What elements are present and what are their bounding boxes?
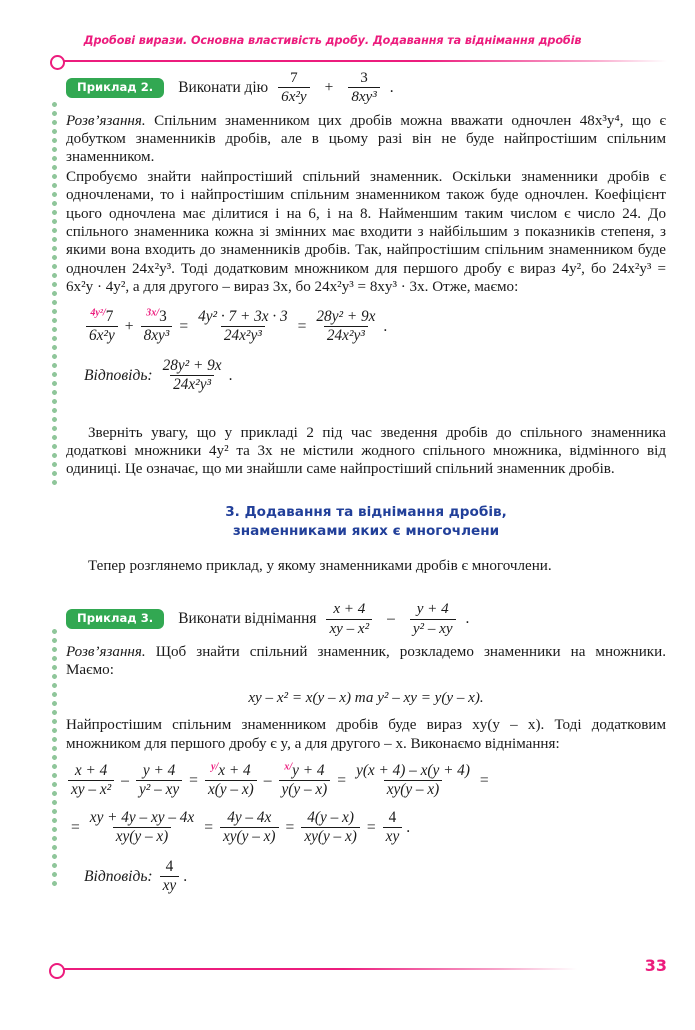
extra-multiplier-1: y (211, 761, 216, 773)
computation-operator-2: – (263, 771, 272, 789)
numerator: 4y² · 7 + 3x · 3 (198, 307, 288, 325)
denominator: y² – xy (136, 780, 182, 799)
solution-label: Розв’язання. (66, 643, 146, 660)
example2-badge: Приклад 2. (66, 78, 164, 98)
example3-badge: Приклад 3. (66, 609, 164, 629)
denominator: xy (160, 876, 180, 895)
denominator: xy(y – x) (384, 780, 443, 799)
page-number: 33 (644, 956, 667, 975)
denominator: xy(y – x) (220, 827, 279, 846)
computation-equals-0: = (71, 818, 80, 836)
denominator: xy(y – x) (113, 827, 172, 846)
example2-solution-p1 (66, 112, 666, 167)
computation-equals-1: = (204, 818, 213, 836)
numerator: $^{3x/}$3 (146, 307, 167, 325)
numerator: 3 (360, 70, 368, 86)
numerator: y(x + 4) – x(y + 4) (356, 761, 470, 779)
example2-answer (84, 358, 666, 394)
example3-block (66, 601, 666, 895)
computation-fraction-4 (313, 309, 378, 345)
extra-multiplier-1: 4y² (90, 307, 103, 319)
answer-fraction (160, 358, 225, 394)
example2-computation (84, 309, 666, 345)
denominator: xy – x² (68, 780, 114, 799)
example3-solution-p2: Найпростішим спільним знаменником дробів буде вираз xy(y – x). Тоді додатковим множником для першого дробу є y, а для другого – x. Виконаємо віднімання: (66, 717, 666, 752)
computation-equals-2: = (285, 818, 295, 836)
content-column (66, 70, 666, 895)
solution-text: Щоб знайти спільний знаменник, розкладемо знаменники на множники. Маємо: (66, 643, 666, 679)
computation-fraction-2 (220, 810, 279, 846)
computation-period: . (383, 317, 388, 335)
numerator: y + 4 (416, 601, 449, 618)
numerator: $^{x/}$y + 4 (284, 761, 325, 779)
computation-fraction-1 (87, 810, 197, 846)
example3-task-operator: – (387, 610, 395, 628)
section3-heading (66, 503, 666, 541)
example3-dotted-rail (52, 627, 57, 889)
denominator: 6x²y (86, 326, 118, 345)
denominator: x(y – x) (205, 780, 257, 799)
solution-text: Спільним знаменником цих дробів можна вважати одночлен 48x³y⁴, що є добутком знаменників дробів, але в цьому разі він не буде найпростішим спільним знаменником. (66, 112, 666, 166)
computation-fraction-3 (205, 763, 257, 799)
section3-heading-line2: знаменниками яких є многочлени (232, 522, 500, 539)
answer-label: Відповідь: (84, 366, 153, 384)
numerator: y + 4 (142, 761, 176, 779)
computation-equals-1: = (179, 317, 189, 335)
computation-operator-1: + (124, 317, 134, 335)
example3-computation-line2 (66, 810, 666, 846)
computation-equals-2: = (297, 317, 307, 335)
numerator: $^{4y^2/}$7 (90, 307, 114, 325)
answer-period: . (228, 366, 233, 384)
header-bullet-icon (50, 55, 65, 70)
numerator: 28y² + 9x (162, 356, 222, 374)
computation-fraction-1 (86, 309, 118, 345)
footer-rule (57, 968, 577, 970)
example3-solution-p1 (66, 643, 666, 680)
denominator: xy(y – x) (301, 827, 360, 846)
computation-fraction-4 (383, 810, 403, 846)
example2-task-label: Виконати дію (178, 78, 269, 96)
example3-task-period: . (465, 610, 470, 628)
running-head-title: Дробові вирази. Основна властивість дробу. Додавання та віднімання дробів (83, 34, 582, 47)
computation-equals-2: = (337, 771, 347, 789)
example2-task-fraction-1 (278, 70, 309, 106)
numerator: 4y – 4x (227, 808, 272, 826)
denominator: 24x²y³ (170, 375, 214, 394)
numerator: 4 (388, 808, 397, 826)
example2-task-period: . (389, 78, 394, 96)
computation-fraction-1 (68, 763, 114, 799)
extra-multiplier-2: 3x (146, 307, 157, 319)
denominator: 6x²y (278, 87, 309, 105)
example3-computation-line1 (66, 763, 666, 799)
denominator: 8xy³ (348, 87, 379, 105)
answer-fraction (160, 859, 180, 895)
section3-intro: Тепер розглянемо приклад, у якому знаменниками дробів є многочлени. (88, 557, 552, 574)
example3-task-label: Виконати віднімання (178, 610, 317, 628)
numerator: $^{y/}$x + 4 (211, 761, 251, 779)
numerator: x + 4 (333, 601, 366, 618)
computation-fraction-3 (301, 810, 360, 846)
example2-task (178, 70, 393, 106)
computation-fraction-4 (279, 763, 331, 799)
computation-fraction-5 (353, 763, 473, 799)
example2-solution-p2: Спробуємо знайти найпростіший спільний знаменник. Оскільки знаменники дробів є одночленами, то і найпростішим спільним знаменником також буде одночлен. Коефіцієнт цього одночлена має ділитися і на 6, і на 8. Найменшим таким числом є число 24. До спільного знаменника кожна зі змінних має входити з найбільшим з показників степеня, з якими вона входить до знаменників дробів. Так, найпростішим спільним знаменником буде одночлен 24x²y³. Тоді додатковим множником для першого дробу є вираз 4y², бо 24x²y³ = 6x²y · 4y², а для другого – вираз 3x, бо 24x²y³ = 8xy³ · 3x. Отже, маємо: (66, 168, 666, 296)
numerator: 4(y – x) (307, 808, 354, 826)
computation-equals-3: = (479, 771, 489, 789)
numerator: xy + 4y – xy – 4x (89, 808, 195, 826)
footer-bullet-icon (49, 963, 65, 979)
solution-label: Розв’язання. (66, 112, 146, 129)
example3-task (178, 601, 469, 637)
computation-period: . (406, 818, 411, 836)
computation-operator-1: – (121, 771, 129, 789)
denominator: 8xy³ (141, 326, 173, 345)
example2-task-operator: + (324, 78, 334, 96)
numerator: 4 (165, 857, 174, 875)
answer-label: Відповідь: (84, 867, 153, 885)
answer-period: . (183, 867, 188, 885)
computation-equals-3: = (366, 818, 376, 836)
example3-task-fraction-1 (326, 601, 372, 637)
denominator: 24x²y³ (324, 326, 368, 345)
computation-equals-1: = (189, 771, 198, 789)
example2-dotted-rail (52, 100, 57, 488)
running-head (0, 34, 695, 56)
header-rule (57, 60, 667, 62)
denominator: xy – x² (326, 619, 372, 637)
example2-header (66, 70, 666, 106)
extra-multiplier-2: x (284, 761, 290, 773)
denominator: y(y – x) (279, 780, 331, 799)
numerator: 28y² + 9x (316, 307, 376, 325)
example3-answer (84, 859, 666, 895)
computation-fraction-2 (136, 763, 182, 799)
example2-task-fraction-2 (348, 70, 379, 106)
example3-header (66, 601, 666, 637)
numerator: 7 (290, 70, 298, 86)
computation-fraction-2 (141, 309, 173, 345)
denominator: y² – xy (410, 619, 456, 637)
numerator: x + 4 (74, 761, 108, 779)
section3-heading-line1: 3. Додавання та віднімання дробів, (225, 503, 507, 520)
example3-task-fraction-2 (410, 601, 456, 637)
denominator: xy (383, 827, 403, 846)
note-paragraph: Зверніть увагу, що у прикладі 2 під час зведення дробів до спільного знаменника додаткові множники 4y² та 3x не містили жодного спільного множника, відмінного від одиниці. Це означає, що ми знайшли саме найпростіший спільний знаменник дробів. (66, 424, 666, 478)
example3-factorization: xy – x² = x(y – x) та y² – xy = y(y – x). (248, 689, 484, 706)
denominator: 24x²y³ (221, 326, 265, 345)
computation-fraction-3 (195, 309, 291, 345)
